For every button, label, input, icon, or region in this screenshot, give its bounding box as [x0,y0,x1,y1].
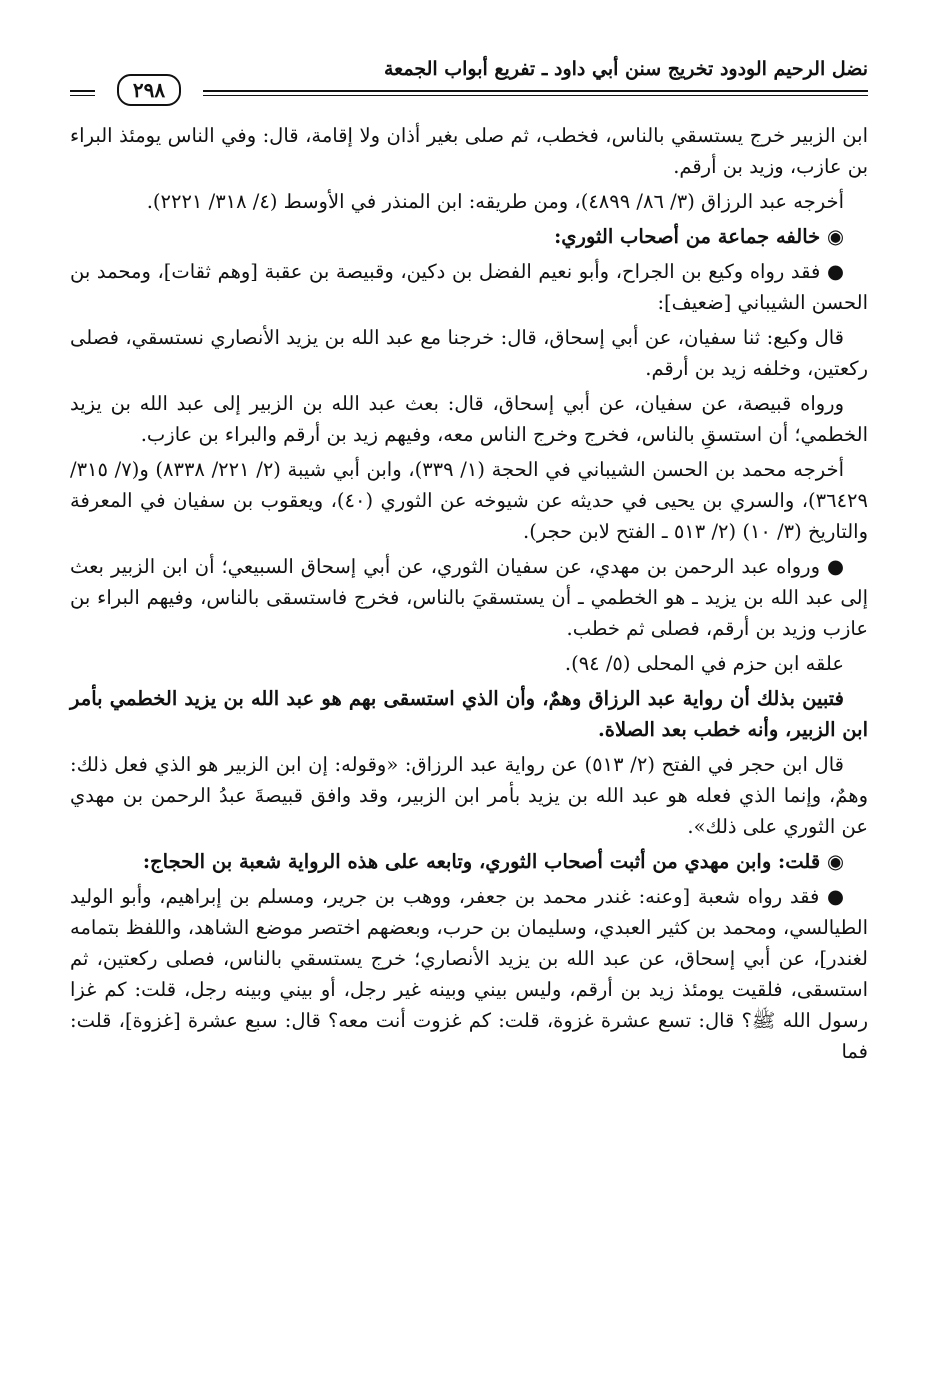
page-header [70,52,868,100]
paragraph: ورواه قبيصة، عن سفيان، عن أبي إسحاق، قال: بعث عبد الله بن الزبير إلى عبد الله بن يزيد الخطمي؛ أن استسقِ بالناس، فخرج وخرج الناس معه، وفيهم زيد بن أرقم والبراء بن عازب. [70,392,868,446]
paragraph: علقه ابن حزم في المحلى (٥/ ٩٤). [564,652,844,675]
page-number-badge [95,74,203,108]
paragraph: ● فقد رواه وكيع بن الجراح، وأبو نعيم الفضل بن دكين، وقبيصة بن عقبة [وهم ثقات]، ومحمد بن الحسن الشيباني [ضعيف]: [70,260,868,314]
paragraph: أخرجه عبد الرزاق (٣/ ٨٦/ ٤٨٩٩)، ومن طريقه: ابن المنذر في الأوسط (٤/ ٣١٨/ ٢٢٢١). [146,190,844,213]
paragraph: ● ورواه عبد الرحمن بن مهدي، عن سفيان الثوري، عن أبي إسحاق السبيعي؛ أن ابن الزبير بعث إلى عبد الله بن يزيد ـ هو الخطمي ـ أن يستسقيَ بالناس، فخرج فاستسقى بالناس، وفيهم البراء بن عازب وزيد بن أرقم، فصلى ثم خطب. [70,555,868,640]
paragraph: أخرجه محمد بن الحسن الشيباني في الحجة (١/ ٣٣٩)، وابن أبي شيبة (٢/ ٢٢١/ ٨٣٣٨) و(٧/ ٣١٥/ ٣٦٤٢٩)، والسري بن يحيى في حديثه عن شيوخه عن الثوري (٤٠)، ويعقوب بن سفيان في المعرفة والتاريخ (٣/ ١٠) (٢/ ٥١٣ ـ الفتح لابن حجر). [70,458,868,543]
paragraph: ● فقد رواه شعبة [وعنه: غندر محمد بن جعفر، ووهب بن جرير، ومسلم بن إبراهيم، وأبو الوليد الطيالسي، ومحمد بن كثير العبدي، وسليمان بن حرب، وبعضهم اختصر موضع الشاهد، واللفظ بتمامه لغندر]، عن أبي إسحاق، عن عبد الله بن يزيد الأنصاري؛ خرج يستسقي بالناس، فصلى ركعتين، ثم استسقى، فلقيت يومئذ زيد بن أرقم، وليس بيني وبينه غير رجل، أو بيني وبينه رجل، قلت: كم غزا رسول الله ﷺ؟ قال: تسع عشرة غزوة، قلت: كم غزوت أنت معه؟ قال: سبع عشرة [غزوة]، قلت: فما [70,885,868,1063]
running-title: نضل الرحيم الودود تخريج سنن أبي داود ـ تفريع أبواب الجمعة [383,58,868,80]
page-number: ٢٩٨ [117,74,181,106]
paragraph: قال ابن حجر في الفتح (٢/ ٥١٣) عن رواية عبد الرزاق: «وقوله: إن ابن الزبير هو الذي فعل ذلك: وهمٌ، وإنما الذي فعله هو عبد الله بن يزيد بأمر ابن الزبير، وقد وافق قبيصةَ عبدُ الرحمن بن مهدي عن الثوري على ذلك». [70,753,868,838]
paragraph: ابن الزبير خرج يستسقي بالناس، فخطب، ثم صلى بغير أذان ولا إقامة، قال: وفي الناس يومئذ البراء بن عازب، وزيد بن أرقم. [70,124,868,178]
section-heading: ◉ خالفه جماعة من أصحاب الثوري: [554,225,844,248]
body-text [70,120,868,1071]
comment-paragraph: ◉ قلت: وابن مهدي من أثبت أصحاب الثوري، وتابعه على هذه الرواية شعبة بن الحجاج: [142,850,844,873]
paragraph: قال وكيع: ثنا سفيان، عن أبي إسحاق، قال: خرجنا مع عبد الله بن يزيد الأنصاري نستسقي، فصلى ركعتين، وخلفه زيد بن أرقم. [70,326,868,380]
conclusion-paragraph: فتبين بذلك أن رواية عبد الرزاق وهمٌ، وأن الذي استسقى بهم هو عبد الله بن يزيد الخطمي بأمر ابن الزبير، وأنه خطب بعد الصلاة. [70,687,868,741]
